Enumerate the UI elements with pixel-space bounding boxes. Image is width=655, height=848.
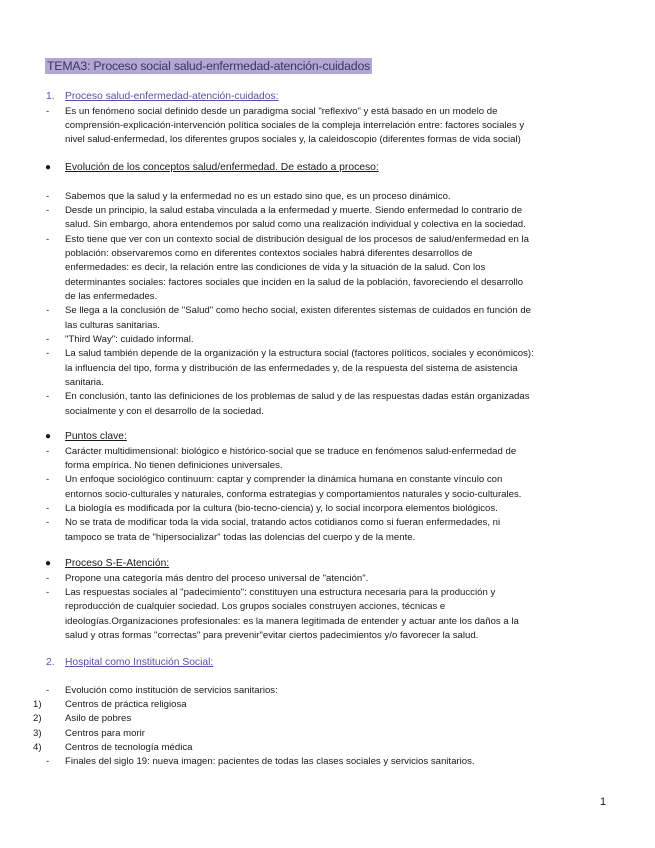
list-item: - Propone una categoría más dentro del proceso universal de "atención".: [46, 572, 369, 584]
page-title: TEMA3: Proceso social salud-enfermedad-atención-cuidados: [47, 59, 371, 73]
section-1-heading: [27, 90, 627, 105]
list-item: - "Third Way": cuidado informal.: [46, 334, 194, 346]
numbered-item: 2) Asilo de pobres: [33, 713, 132, 725]
list-item: sanitaria.: [65, 377, 104, 389]
numbered-item: 3) Centros para morir: [33, 727, 145, 739]
list-item: reproducción de cualquier sociedad. Los grupos sociales construyen acciones, técnicas e: [65, 601, 446, 613]
subheading-text: Puntos clave:: [65, 431, 127, 442]
list-item: - No se trata de modificar toda la vida social, tratando actos cotidianos como si fueran enfermedades, ni: [46, 517, 501, 529]
list-item: - Evolución como institución de servicios sanitarios:: [46, 684, 278, 696]
list-item: - Finales del siglo 19: nueva imagen: pacientes de todas las clases sociales y servicios sanitarios.: [46, 756, 475, 768]
list-item: determinantes sociales: factores sociales que inciden en la salud de la población, favoreciendo el desarrollo: [65, 276, 524, 288]
numbered-item: 1) Centros de práctica religiosa: [33, 698, 187, 710]
numbered-item: 4) Centros de tecnología médica: [33, 741, 193, 753]
section-number: 2.: [46, 657, 55, 668]
list-item: enfermedades: es decir, la relación entre las condiciones de vida y la situación de la salud. Con los: [65, 262, 486, 274]
list-item: - La biología es modificada por la cultura (bio-tecno-ciencia) y, lo social incorpora elementos biológicos.: [46, 502, 498, 514]
list-line: comprensión-explicación-intervención política sociales de la compleja interrelación entre: factores sociales y: [65, 119, 525, 131]
puntos-list: [27, 445, 627, 545]
evolucion-heading: [27, 161, 627, 176]
list-item: ideologías.Organizaciones profesionales: es la manera legitimada de entender y actuar ante los daños a la: [65, 615, 519, 627]
list-item: salud. Sin embargo, ahora entendemos por salud como una realización individual y colectiva en la sociedad.: [65, 219, 526, 231]
list-item: - Las respuestas sociales al "padecimiento": constituyen una estructura necesaria para la producción y: [46, 586, 496, 598]
list-item: forma empírica. No tienen definiciones universales.: [65, 459, 283, 471]
proceso-list: [27, 572, 627, 644]
list-line: - Es un fenómeno social definido desde un paradigma social "reflexivo" y está basado en un modelo de: [46, 105, 498, 117]
list-item: entornos socio-culturales y naturales, conforma estrategias y comportamientos naturales y socio-culturales.: [65, 488, 522, 500]
list-item: la influencia del tipo, forma y distribución de las enfermedades y, de la respuesta del sistema de asistencia: [65, 362, 518, 374]
subheading-text: Proceso S-E-Atención:: [65, 558, 170, 569]
subheading-text: Evolución de los conceptos salud/enfermedad. De estado a proceso:: [65, 162, 379, 173]
list-item: - Un enfoque sociológico continuum: captar y comprender la dinámica humana en constante vínculo con: [46, 474, 503, 486]
list-item: población: observaremos como en diferentes contextos sociales habrá diferentes desarrollos de: [65, 247, 473, 259]
section-number: 1.: [46, 91, 55, 102]
section-1: [27, 90, 627, 148]
section-title: Hospital como Institución Social:: [65, 657, 214, 668]
bullet-dot-icon: ●: [45, 431, 52, 442]
list-item: - Sabemos que la salud y la enfermedad no es un estado sino que, es un proceso dinámico.: [46, 190, 451, 202]
puntos-heading: [27, 430, 627, 445]
list-item: las culturas sanitarias.: [65, 319, 160, 331]
section-title: Proceso salud-enfermedad-atención-cuidados:: [65, 91, 279, 102]
list-item: - Esto tiene que ver con un contexto social de distribución desigual de los procesos de salud/enfermedad en la: [46, 233, 529, 245]
list-item: - La salud también depende de la organización y la estructura social (factores políticos, sociales y económicos):: [46, 348, 534, 360]
section-2-heading: [27, 656, 627, 671]
list-item: - Desde un principio, la salud estaba vinculada a la enfermedad y muerte. Siendo enfermedad lo contrario de: [46, 204, 523, 216]
bullet-dot-icon: ●: [45, 558, 52, 569]
list-item: - Se llega a la conclusión de "Salud" como hecho social, existen diferentes sistemas de cuidados en función de: [46, 305, 531, 317]
proceso-heading: [27, 557, 627, 572]
page-number: 1: [600, 796, 607, 808]
proceso-block: [27, 557, 627, 643]
list-item: salud y otras formas "correctas" para prevenir"evitar ciertos padecimientos y/o favorecer la salud.: [65, 629, 479, 641]
evolucion-block: [27, 161, 627, 419]
list-item: - En conclusión, tanto las definiciones de los problemas de salud y de las respuestas dadas están organizadas: [46, 391, 530, 403]
puntos-block: [27, 430, 627, 545]
numbered-list: [27, 698, 627, 755]
section-1-bullets: [27, 105, 627, 148]
evolucion-list: [27, 190, 627, 420]
list-item: tampoco se trata de "hipersocializar" todas las dolencias del cuerpo y de la mente.: [65, 531, 416, 543]
list-item: - Carácter multidimensional: biológico e histórico-social que se traduce en fenómenos salud-enfermedad de: [46, 445, 517, 457]
bullet-dot-icon: ●: [45, 162, 52, 173]
list-item: socialmente y con el desarrollo de la sociedad.: [65, 405, 264, 417]
section-2: [27, 656, 627, 770]
list-line: nivel salud-enfermedad, los diferentes grupos sociales y, la caleidoscopio (diferentes formas de vida social): [65, 134, 521, 146]
list-item: de las enfermedades.: [65, 291, 158, 302]
